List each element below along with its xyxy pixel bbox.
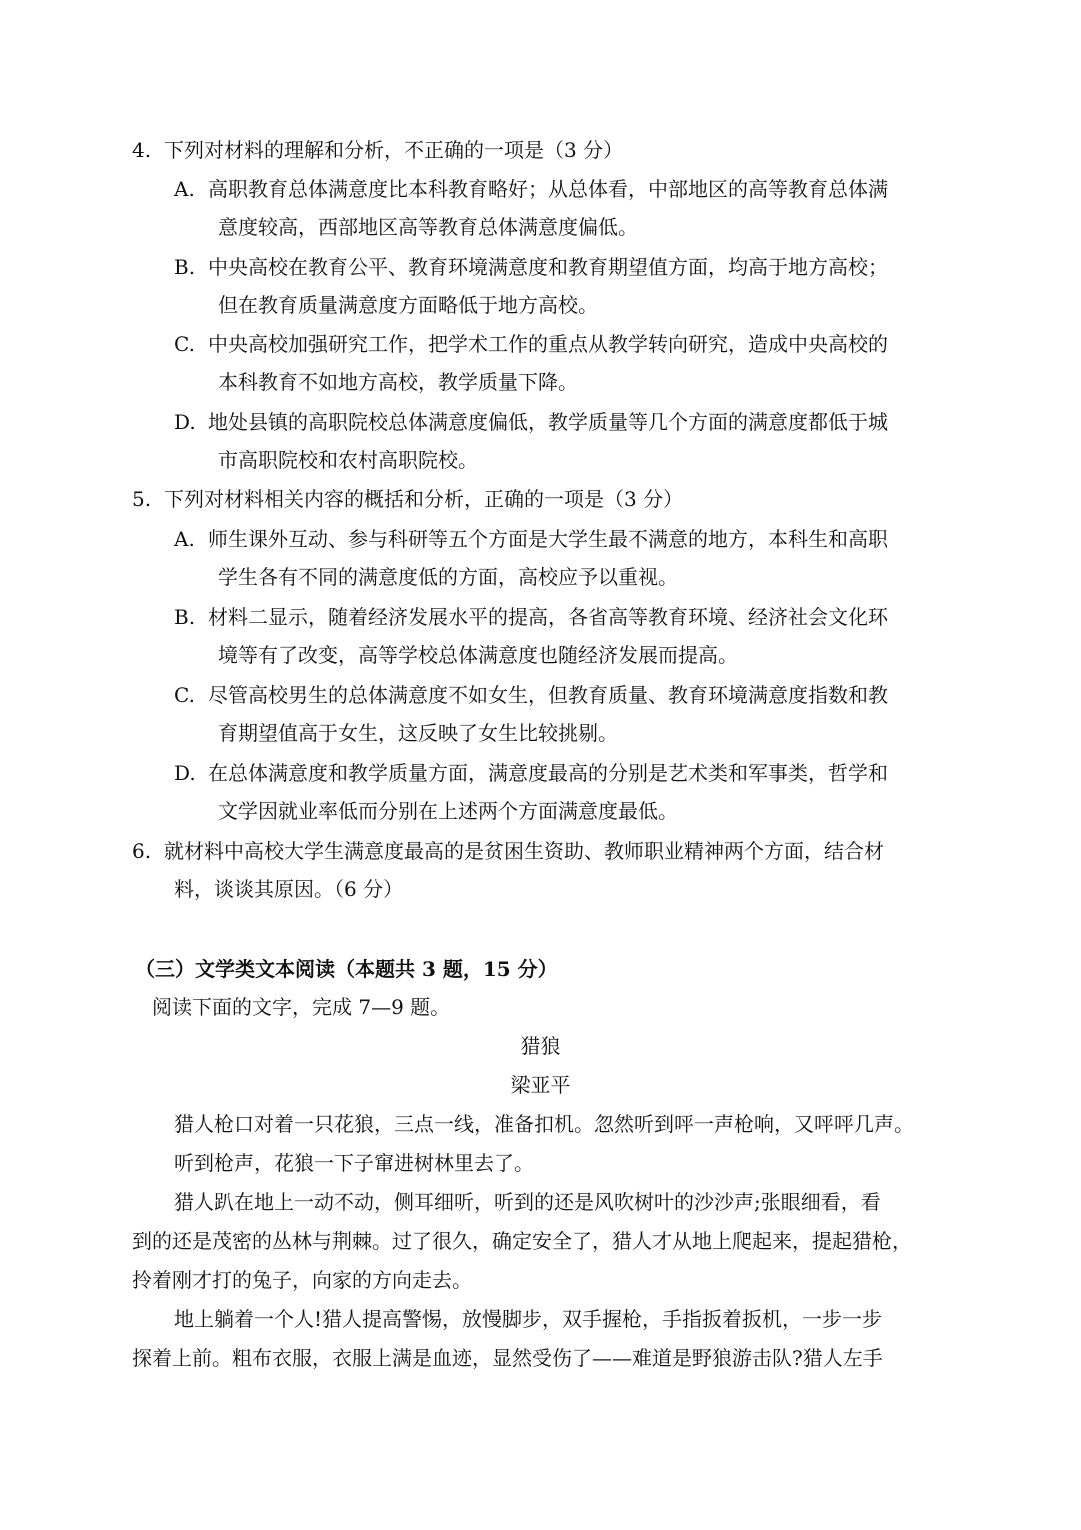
option-text: 在总体满意度和教学质量方面，满意度最高的分别是艺术类和军事类，哲学和	[208, 761, 888, 785]
question-5-option-a-cont: 学生各有不同的满意度低的方面，高校应予以重视。	[218, 565, 678, 589]
question-4-option-c-cont: 本科教育不如地方高校，教学质量下降。	[218, 370, 578, 394]
option-text: 地处县镇的高职院校总体满意度偏低，教学质量等几个方面的满意度都低于城	[208, 410, 888, 434]
question-4-option-c	[174, 330, 1081, 358]
question-5-option-d	[174, 759, 1081, 787]
question-4-option-a	[174, 175, 1081, 203]
question-4-option-b-cont: 但在教育质量满意度方面略低于地方高校。	[218, 293, 598, 317]
option-label: B.	[174, 605, 196, 629]
option-label: B.	[174, 255, 196, 279]
question-5-option-a	[174, 525, 1081, 553]
story-paragraph-1: 猎人枪口对着一只花狼，三点一线，准备扣机。忽然听到呯一声枪响，又呯呯几声。	[174, 1112, 914, 1136]
story-title: 猎狼	[520, 1034, 561, 1058]
question-text: 下列对材料相关内容的概括和分析，正确的一项是（3 分）	[164, 487, 684, 511]
question-6-stem-cont: 料，谈谈其原因。（6 分）	[174, 877, 404, 901]
question-number: 4.	[132, 138, 152, 162]
question-5-option-d-cont: 文学因就业率低而分别在上述两个方面满意度最低。	[218, 799, 678, 823]
question-5-option-c	[174, 681, 1081, 709]
option-label: A.	[174, 527, 195, 551]
section-intro: 阅读下面的文字，完成 7—9 题。	[152, 995, 451, 1019]
option-label: D.	[174, 761, 196, 785]
option-label: A.	[174, 177, 195, 201]
story-paragraph-2: 听到枪声，花狼一下子窜进树林里去了。	[174, 1151, 534, 1175]
question-4-option-d	[174, 408, 1081, 436]
option-text: 中央高校加强研究工作，把学术工作的重点从教学转向研究，造成中央高校的	[208, 332, 888, 356]
question-number: 5.	[132, 487, 152, 511]
question-4-option-a-cont: 意度较高，西部地区高等教育总体满意度偏低。	[218, 215, 638, 239]
question-text: 就材料中高校大学生满意度最高的是贫困生资助、教师职业精神两个方面，结合材	[164, 839, 884, 863]
option-label: C.	[174, 683, 195, 707]
option-text: 尽管高校男生的总体满意度不如女生，但教育质量、教育环境满意度指数和教	[208, 683, 888, 707]
story-paragraph-4: 地上躺着一个人!猎人提高警惕，放慢脚步，双手握枪，手指扳着扳机，一步一步	[174, 1307, 883, 1331]
option-text: 材料二显示，随着经济发展水平的提高，各省高等教育环境、经济社会文化环	[208, 605, 888, 629]
question-text: 下列对材料的理解和分析，不正确的一项是（3 分）	[164, 138, 624, 162]
story-paragraph-3-cont-2: 拎着刚才打的兔子，向家的方向走去。	[132, 1268, 472, 1292]
option-text: 中央高校在教育公平、教育环境满意度和教育期望值方面，均高于地方高校；	[208, 255, 888, 279]
story-author: 梁亚平	[510, 1073, 571, 1097]
question-6-stem	[132, 837, 1081, 865]
question-5-option-c-cont: 育期望值高于女生，这反映了女生比较挑剔。	[218, 721, 618, 745]
option-text: 师生课外互动、参与科研等五个方面是大学生最不满意的地方，本科生和高职	[208, 527, 888, 551]
question-5-stem	[132, 485, 1081, 513]
question-4-option-b	[174, 253, 1081, 281]
option-text: 高职教育总体满意度比本科教育略好；从总体看，中部地区的高等教育总体满	[208, 177, 888, 201]
section-heading: （三）文学类文本阅读（本题共 3 题，15 分）	[135, 957, 558, 981]
story-paragraph-3: 猎人趴在地上一动不动，侧耳细听，听到的还是风吹树叶的沙沙声;张眼细看，看	[174, 1190, 881, 1214]
question-5-option-b-cont: 境等有了改变，高等学校总体满意度也随经济发展而提高。	[218, 643, 738, 667]
option-label: C.	[174, 332, 195, 356]
story-paragraph-3-cont-1: 到的还是茂密的丛林与荆棘。过了很久，确定安全了，猎人才从地上爬起来，提起猎枪，	[132, 1229, 912, 1253]
option-label: D.	[174, 410, 196, 434]
question-number: 6.	[132, 839, 152, 863]
story-paragraph-4-cont-1: 探着上前。粗布衣服，衣服上满是血迹，显然受伤了——难道是野狼游击队?猎人左手	[132, 1346, 883, 1370]
question-5-option-b	[174, 603, 1081, 631]
question-4-stem	[132, 136, 1081, 164]
question-4-option-d-cont: 市高职院校和农村高职院校。	[218, 448, 478, 472]
